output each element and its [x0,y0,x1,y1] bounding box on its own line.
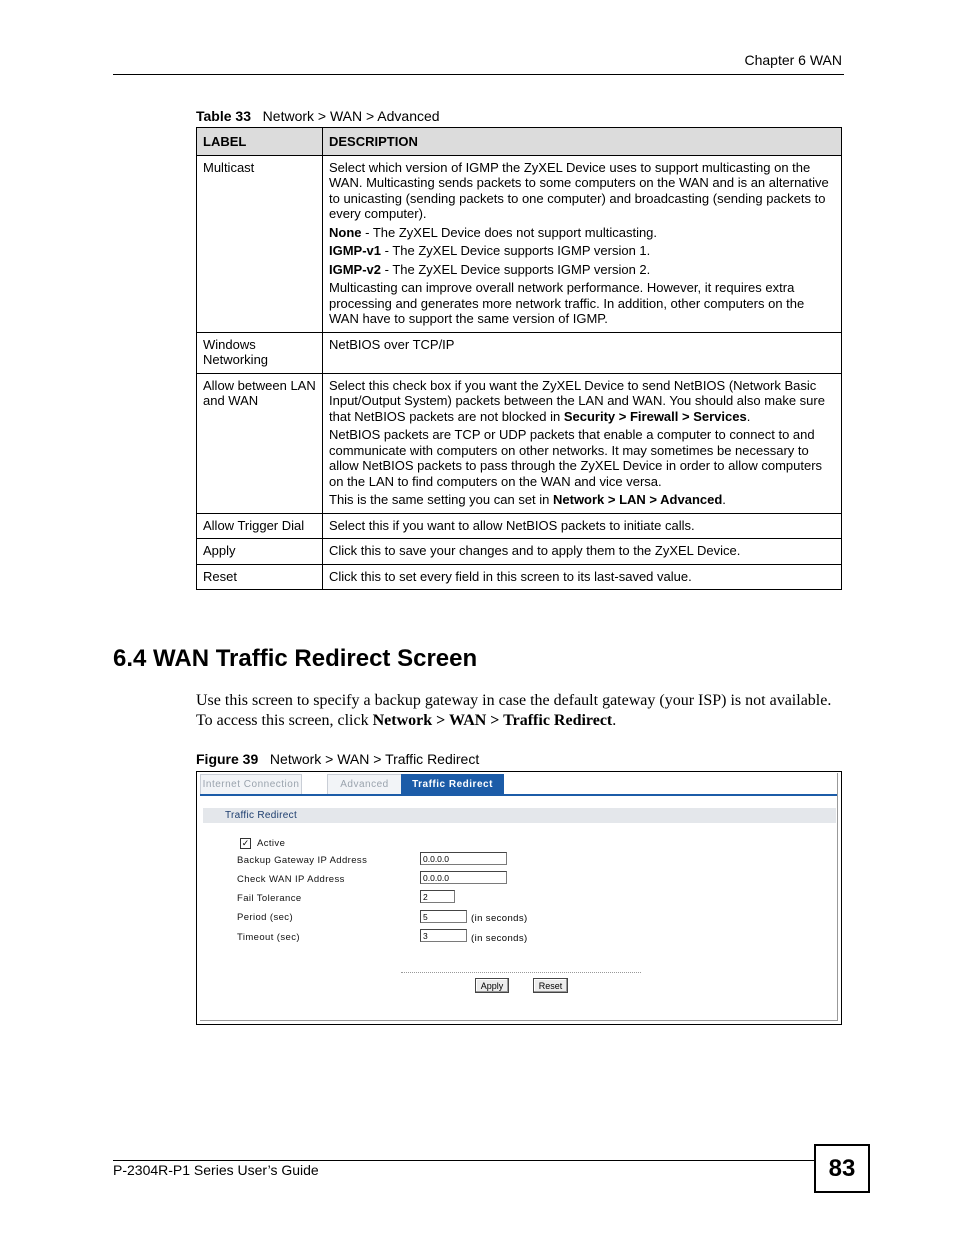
timeout-input[interactable]: 3 [420,929,467,942]
desc-paragraph [329,243,835,259]
figure-caption-number: Figure 39 [196,751,259,767]
check-wan-ip-input[interactable]: 0.0.0.0 [420,871,507,884]
apply-button[interactable]: Apply [475,978,509,993]
footer-rule [113,1160,815,1161]
timeout-unit: (in seconds) [471,933,528,944]
table-caption [196,108,440,124]
active-label: Active [257,838,286,849]
timeout-label: Timeout (sec) [237,932,300,943]
traffic-redirect-screenshot [196,771,842,1025]
table-row-apply [197,539,842,565]
desc-paragraph: Multicasting can improve overall network performance. However, it requires extra processing and generates more network traffic. In addition, other computers on the WAN have to support the same version of IGMP. [329,280,805,326]
page-number: 83 [814,1144,870,1193]
menu-path: Network > LAN > Advanced [553,492,723,507]
tab-underline [200,794,837,796]
row-description: Click this to set every field in this screen to its last-saved value. [323,564,842,590]
term-text: - The ZyXEL Device does not support multicasting. [361,224,658,240]
row-label: Apply [197,539,323,565]
table-row-allow-lan-wan [197,373,842,513]
text: . [746,408,751,424]
fail-tolerance-label: Fail Tolerance [237,893,302,904]
section-body [196,691,836,731]
text: This is the same setting you can set in [329,492,553,507]
row-label: Reset [197,564,323,590]
row-description [323,155,842,332]
row-description: Select this if you want to allow NetBIOS packets to initiate calls. [323,513,842,539]
body-text: Use this screen to specify a backup gateway in case the default gateway (your ISP) is not available. To access this screen, click [196,692,832,729]
term-text: - The ZyXEL Device supports IGMP version 1. [381,243,651,258]
desc-paragraph: NetBIOS packets are TCP or UDP packets that enable a computer to connect to and communicate with computers on other networks. It may sometimes be necessary to allow NetBIOS packets to pass through the ZyXEL Device in order to allow computers on the LAN to find computers on the WAN and vice versa. [329,427,823,489]
header-rule [113,74,844,75]
check-wan-ip-label: Check WAN IP Address [237,874,345,885]
row-label: Multicast [197,155,323,332]
row-label: Windows Networking [197,332,323,373]
chapter-header: Chapter 6 WAN [744,52,842,68]
term: None [329,224,362,240]
screen-frame [200,773,838,1021]
table-caption-number: Table 33 [196,108,251,124]
menu-path: Network > WAN > Traffic Redirect [372,712,613,729]
table-row-reset [197,564,842,590]
backup-gateway-input[interactable]: 0.0.0.0 [420,852,507,865]
desc-paragraph: Select which version of IGMP the ZyXEL Device uses to support multicasting on the WAN. Multicasting sends packets to some computers on the WAN and is an alternative to unicasting (sending packets to one computer) and broadcasting (sending packets to every computer). [329,159,829,221]
period-unit: (in seconds) [471,913,528,924]
term: IGMP-v2 [329,261,382,277]
row-label: Allow Trigger Dial [197,513,323,539]
period-label: Period (sec) [237,912,294,923]
table-caption-text: Network > WAN > Advanced [262,108,440,124]
check-mark-icon: ✓ [241,838,250,848]
backup-gateway-label: Backup Gateway IP Address [237,855,368,866]
description-column-header: DESCRIPTION [323,128,842,156]
desc-paragraph [329,378,835,425]
reset-button[interactable]: Reset [533,978,568,993]
tab-internet-connection[interactable]: Internet Connection [200,774,302,794]
figure-caption-text: Network > WAN > Traffic Redirect [269,751,480,767]
row-description: Click this to save your changes and to apply them to the ZyXEL Device. [323,539,842,565]
menu-path: Security > Firewall > Services [563,408,747,424]
text: . [722,492,726,507]
label-column-header: LABEL [197,128,323,156]
description-table [196,127,842,590]
desc-paragraph [329,225,835,241]
text: Select this check box if you want the ZyXEL Device to send NetBIOS (Network Basic Input/Output System) packets between the LAN and WAN. You should also make sure that NetBIOS packets are not blocked in [329,377,825,424]
table-row-trigger-dial [197,513,842,539]
fail-tolerance-input[interactable]: 2 [420,890,455,903]
row-description: NetBIOS over TCP/IP [323,332,842,373]
period-input[interactable]: 5 [420,910,467,923]
table-row-windows-networking [197,332,842,373]
term: IGMP-v1 [329,243,382,258]
term-text: - The ZyXEL Device supports IGMP version 2. [381,261,651,277]
row-label: Allow between LAN and WAN [197,373,323,513]
row-description [323,373,842,513]
table-header-row [197,128,842,156]
table-row-multicast [197,155,842,332]
band-title: Traffic Redirect [225,810,298,821]
section-title: 6.4 WAN Traffic Redirect Screen [113,645,478,672]
body-text: . [612,712,617,729]
desc-paragraph [329,492,835,508]
guide-title: P-2304R-P1 Series User’s Guide [113,1162,319,1178]
tab-traffic-redirect[interactable]: Traffic Redirect [401,774,504,794]
figure-caption [196,751,479,767]
divider [401,972,641,973]
active-checkbox[interactable] [240,838,251,849]
desc-paragraph [329,262,835,278]
section-band [203,808,836,823]
tab-advanced[interactable]: Advanced [327,774,402,794]
